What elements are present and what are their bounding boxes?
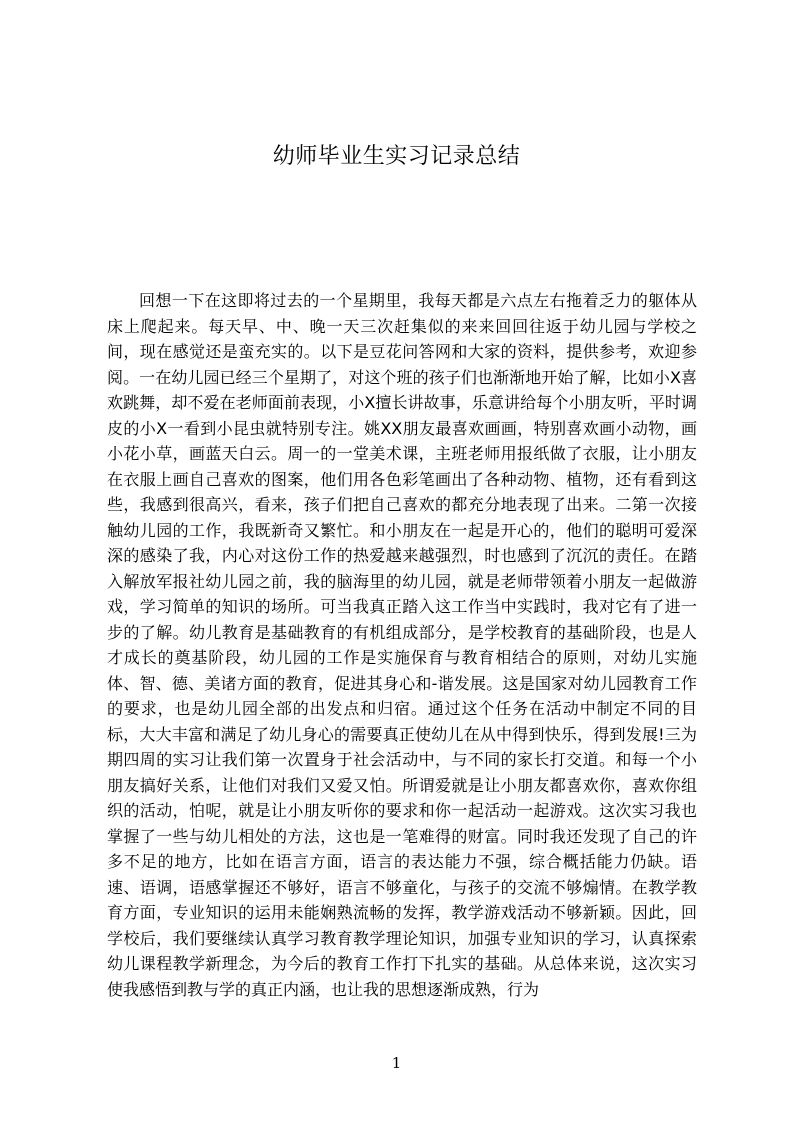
page-number: 1 bbox=[391, 1054, 402, 1072]
body-paragraph: 回想一下在这即将过去的一个星期里，我每天都是六点左右拖着乏力的躯体从床上爬起来。每天早、中、晚一天三次赶集似的来来回回往返于幼儿园与学校之间，现在感觉还是蛮充实的。以下是豆花问答网和大家的资料，提供参考，欢迎参阅。一在幼儿园已经三个星期了，对这个班的孩子们也渐渐地开始了解，比如小X喜欢跳舞，却不爱在老师面前表现，小X擅长讲故事，乐意讲给每个小朋友听，平时调皮的小X一看到小昆虫就特别专注。姚XX朋友最喜欢画画，特别喜欢画小动物，画小花小草，画蓝天白云。周一的一堂美术课，主班老师用报纸做了衣服，让小朋友在衣服上画自己喜欢的图案，他们用各色彩笔画出了各种动物、植物，还有看到这些，我感到很高兴，看来，孩子们把自己喜欢的都充分地表现了出来。二第一次接触幼儿园的工作，我既新奇又繁忙。和小朋友在一起是开心的，他们的聪明可爱深深的感染了我，内心对这份工作的热爱越来越强烈，时也感到了沉沉的责任。在踏入解放军报社幼儿园之前，我的脑海里的幼儿园，就是老师带领着小朋友一起做游戏，学习简单的知识的场所。可当我真正踏入这工作当中实践时，我对它有了进一步的了解。幼儿教育是基础教育的有机组成部分，是学校教育的基础阶段，也是人才成长的奠基阶段，幼儿园的工作是实施保育与教育相结合的原则，对幼儿实施体、智、德、美诸方面的教育，促进其身心和-谐发展。这是国家对幼儿园教育工作的要求，也是幼儿园全部的出发点和归宿。通过这个任务在活动中制定不同的目标，大大丰富和满足了幼儿身心的需要真正使幼儿在从中得到快乐，得到发展!三为期四周的实习让我们第一次置身于社会活动中，与不同的家长打交道。和每一个小朋友搞好关系，让他们对我们又爱又怕。所谓爱就是让小朋友都喜欢你，喜欢你组织的活动，怕呢，就是让小朋友听你的要求和你一起活动一起游戏。这次实习我也掌握了一些与幼儿相处的方法，这也是一笔难得的财富。同时我还发现了自己的许多不足的地方，比如在语言方面，语言的表达能力不强，综合概括能力仍缺。语速、语调，语感掌握还不够好，语言不够童化，与孩子的交流不够煽情。在教学教育方面，专业知识的运用未能娴熟流畅的发挥，教学游戏活动不够新颖。因此，回学校后，我们要继续认真学习教育教学理论知识，加强专业知识的学习，认真探索幼儿课程教学新理念，为今后的教育工作打下扎实的基础。从总体来说，这次实习使我感悟到教与学的真正内涵，也让我的思想逐渐成熟，行为 bbox=[107, 291, 697, 999]
document-title: 幼师毕业生实习记录总结 bbox=[272, 144, 521, 169]
